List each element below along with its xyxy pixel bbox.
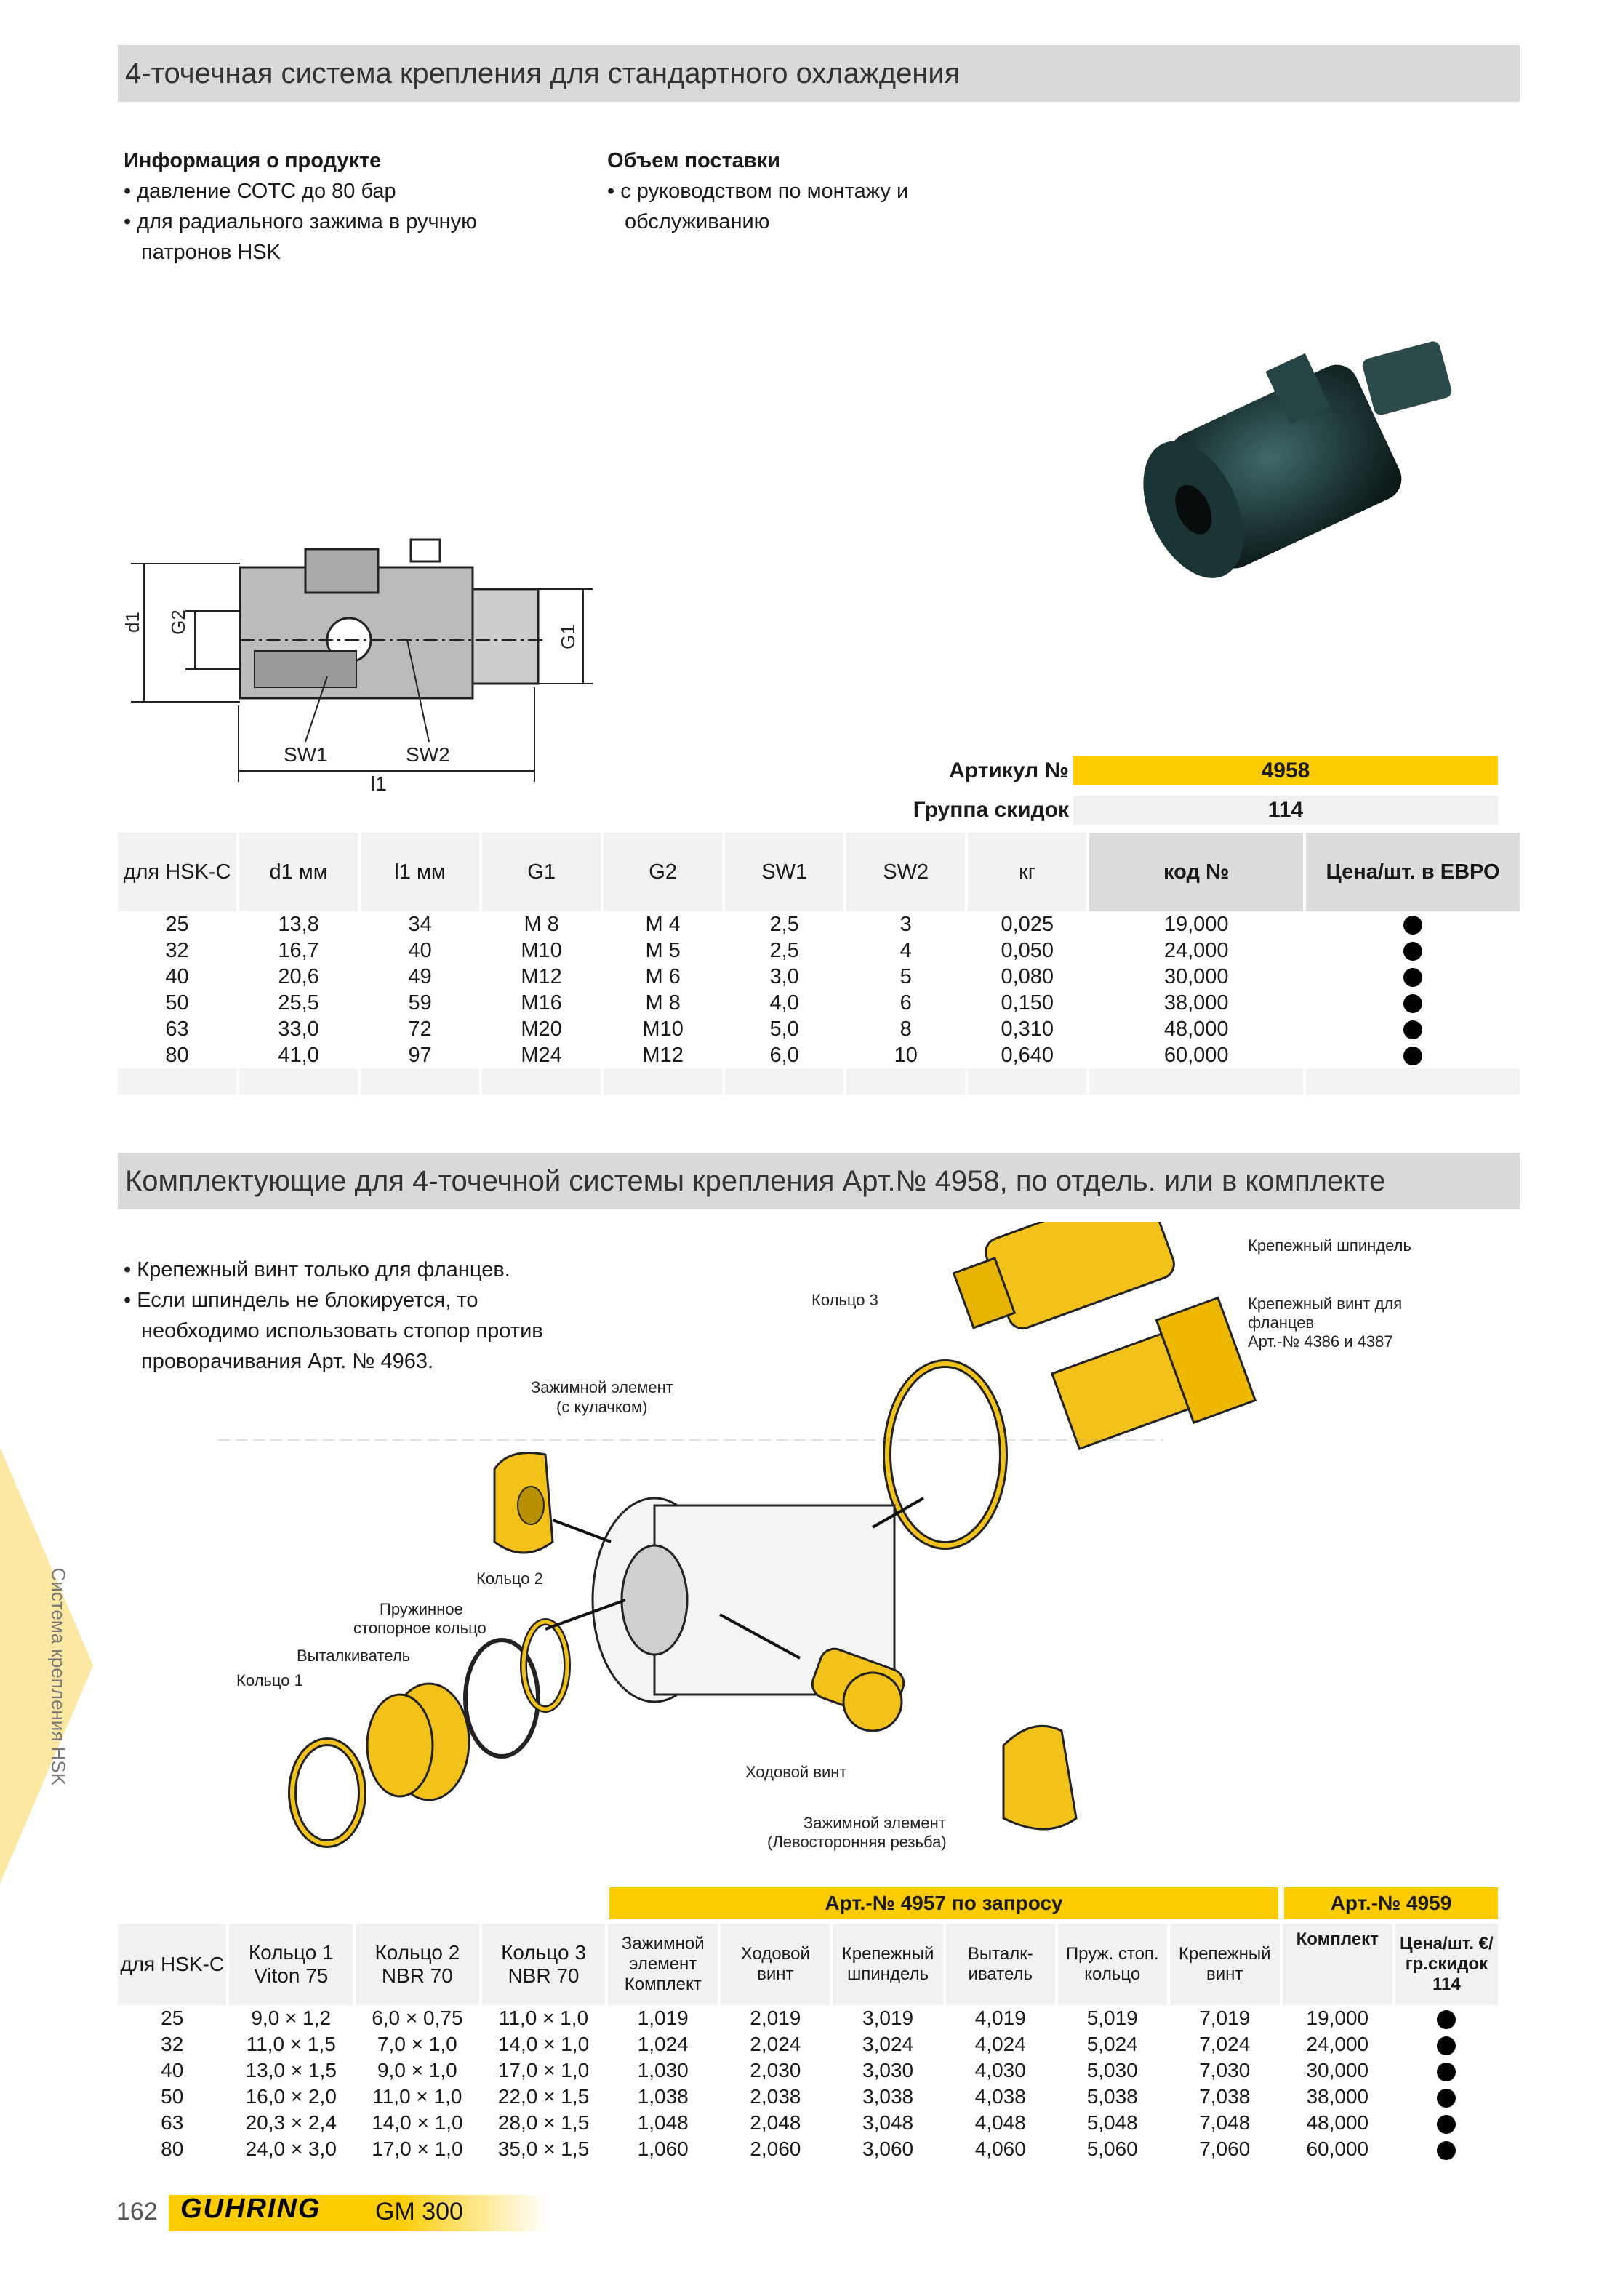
table-cell: M10 [642,1017,684,1041]
table-cell: 7,048 [1199,2111,1251,2134]
table-cell: 38,000 [1163,991,1229,1015]
table-cell: 32 [165,939,189,962]
table-cell: 5,038 [1086,2085,1138,2108]
availability-bullet-icon [1403,994,1422,1013]
table-cell [482,1068,601,1095]
table-cell: 1,060 [637,2137,689,2160]
delivery-item: • с руководством по монтажу и [607,180,909,203]
table-cell: 4,030 [974,2059,1026,2081]
table-cell [725,1068,843,1095]
accessories-table [115,1924,1501,2162]
col-header: Кольцо 3 NBR 70 [482,1924,606,2005]
table-row [118,2005,1498,2031]
table-cell: 25 [161,2007,184,2029]
table-row [118,2031,1498,2057]
product-info-item: • для радиального зажима в ручную [124,210,477,233]
table-cell: 17,0 × 1,0 [372,2137,463,2160]
price-bullet-cell [1306,911,1520,937]
table-cell: 50 [161,2085,184,2108]
table-cell: 2,038 [750,2085,801,2108]
table-cell: M 8 [524,913,559,936]
delivery-item: обслуживанию [625,210,770,233]
table-cell: 2,5 [769,913,799,936]
table-cell: 24,000 [1306,2033,1369,2055]
label-spindle: Крепежный шпиндель [1248,1236,1411,1255]
table-cell: 7,030 [1199,2059,1251,2081]
availability-bullet-icon [1437,2036,1456,2055]
col-header: кг [968,833,1086,911]
table-cell: 40 [408,939,432,962]
label-ring3: Кольцо 3 [812,1291,878,1309]
group-4957: Арт.-№ 4957 по запросу [609,1887,1278,1919]
table-cell: 1,019 [637,2007,689,2029]
note-line: • Крепежный винт только для фланцев. [124,1258,510,1281]
table-cell: 35,0 × 1,5 [497,2137,590,2160]
group-4959: Арт.-№ 4959 [1284,1887,1498,1919]
table-cell: 3,060 [862,2137,914,2160]
table-row [118,964,1520,990]
table-cell: 6,0 [769,1044,799,1067]
col-header: Крепежный винт [1170,1924,1280,2005]
table-cell: M 6 [645,965,681,988]
product-photo [1091,320,1498,625]
table-cell [604,1068,722,1095]
table-cell: 4,038 [974,2085,1026,2108]
table-cell: 8 [899,1017,912,1041]
price-bullet-cell [1395,2057,1498,2084]
table-cell: 5,048 [1086,2111,1138,2134]
table-cell: 97 [408,1044,432,1067]
table-cell: 2,060 [750,2137,801,2160]
table-row [118,1016,1520,1042]
table-cell: 0,310 [1001,1017,1054,1041]
table-cell: 4,019 [974,2007,1026,2029]
table-cell [846,1068,965,1095]
table-cell: 4 [899,939,912,962]
table-row [118,990,1520,1016]
table-cell: 38,000 [1306,2085,1369,2108]
table-cell: 11,0 × 1,5 [246,2033,336,2055]
table-cell: 17,0 × 1,0 [497,2059,590,2081]
label-ring2: Кольцо 2 [476,1569,543,1588]
table-cell: 5 [899,965,912,988]
table-cell: 24,000 [1163,939,1229,962]
delivery-title: Объем поставки [607,149,780,172]
table-cell: 4,024 [974,2033,1026,2055]
availability-bullet-icon [1403,1047,1422,1065]
col-header: Выталк-иватель [946,1924,1055,2005]
table-cell [361,1068,479,1095]
price-bullet-cell [1395,2136,1498,2162]
table-cell: 4,0 [769,991,799,1015]
table-cell: 40 [165,965,189,988]
table-cell: 3,038 [862,2085,914,2108]
col-header: для HSK-C [118,833,236,911]
availability-bullet-icon [1403,1020,1422,1039]
availability-bullet-icon [1437,2089,1456,2108]
table-cell: 30,000 [1306,2059,1369,2081]
table-cell: 48,000 [1163,1017,1229,1041]
table-cell: 1,030 [637,2059,689,2081]
label-lead-screw: Ходовой винт [745,1763,847,1781]
table-cell [239,1068,358,1095]
table-cell: 33,0 [278,1017,319,1041]
col-header: d1 мм [239,833,358,911]
table-cell: 2,5 [769,939,799,962]
price-bullet-cell [1395,2110,1498,2136]
table-cell: 25 [165,913,189,936]
table-cell: 72 [408,1017,432,1041]
spindle-part [947,1222,1178,1345]
delivery-info [607,149,908,237]
table-cell: 7,019 [1199,2007,1251,2029]
table-cell: 20,6 [278,965,319,988]
price-bullet-cell [1395,2084,1498,2110]
catalog-name: GM 300 [375,2198,463,2225]
dim-sw2: SW2 [406,743,450,766]
price-bullet-cell [1395,2031,1498,2057]
dim-g2: G2 [167,609,189,635]
col-header: l1 мм [361,833,479,911]
table-cell: M12 [642,1044,684,1067]
table-cell: 0,640 [1001,1044,1054,1067]
label-clamp-left-2: (Левосторонняя резьба) [767,1833,947,1851]
table-cell: 30,000 [1163,965,1229,988]
table-cell: 16,0 × 2,0 [245,2085,337,2108]
table-cell: 3,030 [862,2059,914,2081]
label-flange-screw-3: Арт.-№ 4386 и 4387 [1248,1332,1393,1351]
table-cell: 22,0 × 1,5 [497,2085,590,2108]
table-cell: 6,0 × 0,75 [372,2007,463,2029]
price-bullet-cell [1306,964,1520,990]
table-cell: M 4 [645,913,681,936]
table-row [118,2136,1498,2162]
col-header: G1 [482,833,601,911]
table-cell: 2,024 [750,2033,801,2055]
availability-bullet-icon [1437,2115,1456,2134]
table-cell: 11,0 × 1,0 [498,2007,589,2029]
availability-bullet-icon [1437,2063,1456,2081]
price-bullet-cell [1306,1016,1520,1042]
table-cell: M16 [521,991,562,1015]
table-cell: 7,038 [1199,2085,1251,2108]
table-cell: 5,060 [1086,2137,1138,2160]
note-line: необходимо использовать стопор против [141,1319,543,1343]
table-cell: 7,024 [1199,2033,1251,2055]
availability-bullet-icon [1403,968,1422,987]
table-cell: 11,0 × 1,0 [372,2085,462,2108]
table-cell: 5,0 [769,1017,799,1041]
label-clamp-cam-2: (с кулачком) [556,1398,648,1416]
product-info-title: Информация о продукте [124,149,382,172]
price-bullet-cell [1306,990,1520,1016]
table-cell: 24,0 × 3,0 [245,2137,337,2160]
table-cell: 3,048 [862,2111,914,2134]
table-cell: 3,024 [862,2033,914,2055]
table-cell: M20 [521,1017,562,1041]
table-row [118,2110,1498,2136]
table-cell: M10 [521,939,562,962]
table-cell: 48,000 [1306,2111,1369,2134]
table-row [118,2057,1498,2084]
table-cell: 0,050 [1001,939,1054,962]
table-cell: 63 [165,1017,189,1041]
col-header: Пруж. стоп. кольцо [1058,1924,1167,2005]
section-title-2: Комплектующие для 4-точечной системы крепления Арт.№ 4958, по отдель. или в комплекте [118,1153,1520,1209]
col-header: Крепежный шпиндель [833,1924,942,2005]
col-header: Цена/шт. в ЕВРО [1306,833,1520,911]
availability-bullet-icon [1437,2141,1456,2160]
label-ejector: Выталкиватель [297,1647,411,1665]
dim-l1: l1 [371,772,387,795]
table-cell: 32 [161,2033,184,2055]
table-cell: 3,0 [769,965,799,988]
table-cell: 14,0 × 1,0 [372,2111,463,2134]
note-line: • Если шпиндель не блокируется, то [124,1289,478,1312]
discount-group-label: Группа скидок [913,798,1069,822]
table-cell [968,1068,1086,1095]
product-info-item: патронов HSK [141,241,281,264]
table-row [118,1042,1520,1068]
table-cell: 60,000 [1163,1044,1229,1067]
product-info-item: • давление СОТС до 80 бар [124,180,396,203]
table-cell: 5,030 [1086,2059,1138,2081]
table-cell: 5,024 [1086,2033,1138,2055]
table-cell: M 5 [645,939,681,962]
table-cell: 4,060 [974,2137,1026,2160]
table-cell: 19,000 [1163,913,1229,936]
spec-table [115,833,1523,1095]
table-cell: 7,060 [1199,2137,1251,2160]
table-cell: 4,048 [974,2111,1026,2134]
price-bullet-cell [1306,1042,1520,1068]
table-cell [1306,1068,1520,1095]
clamp-left-part [1003,1726,1076,1829]
product-info [124,149,477,268]
table-cell: 6 [899,991,912,1015]
col-header: Ходовой винт [721,1924,830,2005]
table-row [118,911,1520,937]
table-cell: 25,5 [278,991,319,1015]
article-label: Артикул № [949,759,1069,783]
label-spring-2: стопорное кольцо [353,1619,486,1637]
table-cell: 3 [899,913,912,936]
table-cell: 50 [165,991,189,1015]
table-cell: 0,025 [1001,913,1054,936]
col-header: SW1 [725,833,843,911]
availability-bullet-icon [1403,942,1422,961]
table-cell: 1,038 [637,2085,689,2108]
label-ring1: Кольцо 1 [236,1671,303,1689]
section-title-1: 4-точечная система крепления для стандартного охлаждения [118,45,1520,102]
page-number: 162 [116,2198,158,2225]
side-label: Система крепления HSK [47,1567,70,1786]
table-cell: 49 [408,965,432,988]
col-header: Кольцо 2 NBR 70 [356,1924,479,2005]
flange-screw-part [1047,1297,1255,1462]
table-cell: 34 [408,913,432,936]
table-cell: 28,0 × 1,5 [497,2111,590,2134]
table-cell: 5,019 [1086,2007,1138,2029]
price-bullet-cell [1306,937,1520,964]
table-cell: 63 [161,2111,184,2134]
col-header: код № [1089,833,1303,911]
table-cell: 0,080 [1001,965,1054,988]
table-cell: 1,024 [637,2033,689,2055]
discount-group-value: 114 [1073,796,1498,825]
table-cell: 60,000 [1306,2137,1369,2160]
table-cell: 80 [165,1044,189,1067]
table-cell: 59 [408,991,432,1015]
col-header: Комплект [1283,1924,1392,2005]
table-row [118,937,1520,964]
table-cell: 14,0 × 1,0 [497,2033,590,2055]
col-header: Цена/шт. €/ гр.скидок 114 [1395,1924,1498,2005]
col-header: для HSK-C [118,1924,226,2005]
table-cell: 40 [161,2059,184,2081]
table-cell: 13,8 [278,913,319,936]
table-row [118,2084,1498,2110]
table-cell: 16,7 [278,939,319,962]
table-cell: 1,048 [637,2111,689,2134]
table-cell: 0,150 [1001,991,1054,1015]
col-header: Зажимной элемент Комплект [608,1924,718,2005]
col-header: Кольцо 1 Viton 75 [229,1924,353,2005]
table-cell: 2,030 [750,2059,801,2081]
note-line: проворачивания Арт. № 4963. [141,1350,434,1373]
table-cell: 19,000 [1306,2007,1369,2029]
table-cell: 20,3 × 2,4 [245,2111,337,2134]
label-clamp-left-1: Зажимной элемент [804,1814,946,1832]
table-cell: 80 [161,2137,184,2160]
col-header: G2 [604,833,722,911]
article-number: 4958 [1073,756,1498,785]
price-bullet-cell [1395,2005,1498,2031]
table-cell: 9,0 × 1,0 [377,2059,457,2081]
label-spring-1: Пружинное [380,1600,463,1618]
availability-bullet-icon [1403,916,1422,935]
table-row-empty [118,1068,1520,1095]
availability-bullet-icon [1437,2010,1456,2029]
table-cell [118,1068,236,1095]
label-flange-screw-1: Крепежный винт для [1248,1295,1403,1313]
table-cell: 2,048 [750,2111,801,2134]
label-clamp-cam-1: Зажимной элемент [531,1378,673,1396]
technical-drawing [109,531,618,807]
table-cell: 10 [894,1044,918,1067]
ejector-part [367,1684,469,1800]
label-flange-screw-2: фланцев [1248,1313,1315,1332]
dim-d1: d1 [121,612,143,633]
table-cell: M 8 [645,991,681,1015]
table-cell: 41,0 [278,1044,319,1067]
table-cell: M24 [521,1044,562,1067]
table-cell [1089,1068,1303,1095]
table-cell: 2,019 [750,2007,801,2029]
table-cell: 13,0 × 1,5 [245,2059,337,2081]
dim-g1: G1 [556,624,579,649]
table-cell: 7,0 × 1,0 [377,2033,457,2055]
table-cell: M12 [521,965,562,988]
table-cell: 3,019 [862,2007,914,2029]
table-cell: 9,0 × 1,2 [251,2007,332,2029]
col-header: SW2 [846,833,965,911]
dim-sw1: SW1 [284,743,328,766]
brand-logo: GUHRING [180,2193,321,2224]
